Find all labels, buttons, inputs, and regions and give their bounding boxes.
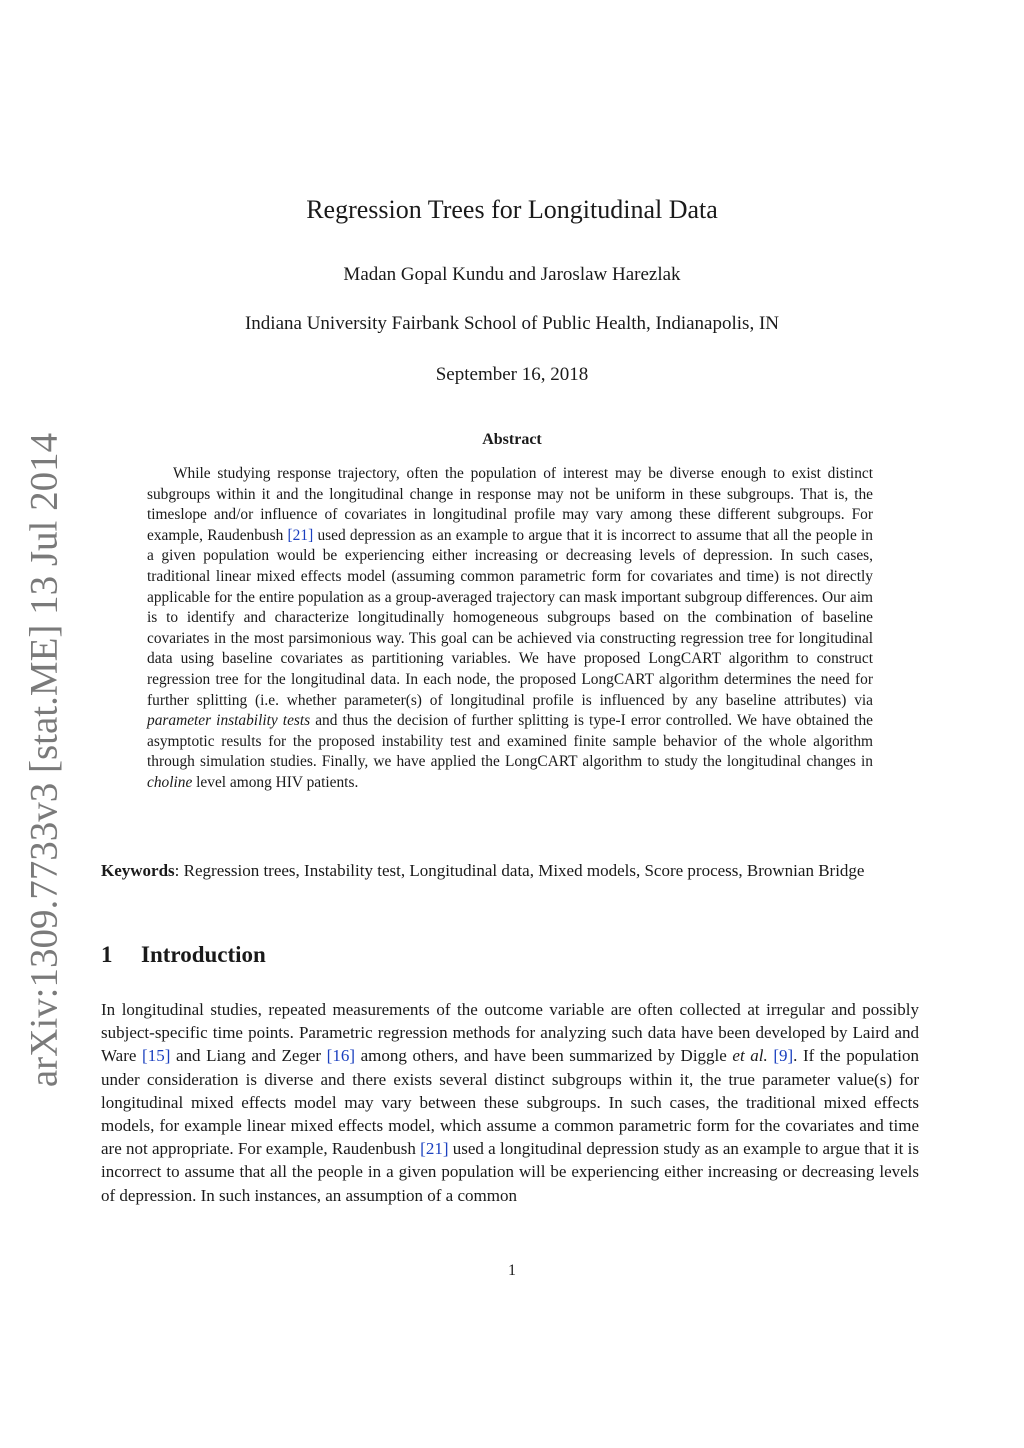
section-heading-introduction [101,942,266,968]
citation-link-16[interactable]: [16] [326,1046,355,1066]
author-list: Madan Gopal Kundu and Jaroslaw Harezlak [343,264,681,285]
keywords-label: Keywords [101,861,175,880]
intro-text-2: and Liang and Zeger [170,1046,327,1066]
abstract-body [147,464,873,794]
citation-link-21-intro[interactable]: [21] [420,1139,449,1159]
section-number: 1 [101,942,113,967]
citation-link-21[interactable]: [21] [287,526,314,544]
intro-text-5: used a longitudinal depression study as an example to argue that it is incorrect to assume that all the people in a given population will be experiencing either increasing or decreasing levels of depression. In such instances, an assumption of a common [101,1139,919,1205]
abstract-emphasis-choline: choline [147,773,193,791]
intro-text-4: . If the population under consideration is diverse and there exists several distinct subgroups within it, the true parameter value(s) for longitudinal mixed effects model may vary between these subgroups. In such cases, the traditional mixed effects models, for example linear mixed effects model, which assume a common parametric form for the covariates and time are not appropriate. For example, Raudenbush [101,1046,919,1159]
abstract-text-3: and thus the decision of further splitting is type-I error controlled. We have obtained the asymptotic results for the proposed instability test and examined finite sample behavior of the whole algorithm through simulation studies. Finally, we have applied the LongCART algorithm to study the longitudinal changes in [147,712,873,771]
abstract-text-2: used depression as an example to argue that it is incorrect to assume that all the people in a given population would be experiencing either increasing or decreasing levels of depression. In such cases, traditional linear mixed effects model (assuming common parametric form for covariates and time) is not directly applicable for the entire population as a group-averaged trajectory can mask important subgroup differences. Our aim is to identify and characterize longitudinally homogeneous subgroups based on the combination of baseline covariates in the most parsimonious way. This goal can be achieved via constructing regression tree for longitudinal data using baseline covariates as partitioning variables. We have proposed LongCART algorithm to construct regression tree for the longitudinal data. In each node, the proposed LongCART algorithm determines the need for further splitting (i.e. whether parameter(s) of longitudinal profile is influenced by any baseline attributes) via [147,526,873,709]
citation-link-9[interactable]: [9] [773,1046,794,1066]
section-title: Introduction [141,942,266,967]
abstract-heading: Abstract [482,431,542,448]
paper-title: Regression Trees for Longitudinal Data [306,195,718,224]
citation-link-15[interactable]: [15] [142,1046,171,1066]
page-number: 1 [508,1262,516,1279]
abstract-text-4: level among HIV patients. [192,773,359,791]
introduction-paragraph [101,998,919,1207]
keywords-text: : Regression trees, Instability test, Longitudinal data, Mixed models, Score process, Brownian Bridge [174,861,865,880]
abstract-text-1: While studying response trajectory, often the population of interest may be diverse enough to exist distinct subgroups within it and the longitudinal change in response may not be uniform in these subgroups. That is, the timeslope and/or influence of covariates in longitudinal profile may vary among these different subgroups. For example, Raudenbush [147,465,873,544]
intro-text-1: In longitudinal studies, repeated measurements of the outcome variable are often collected at irregular and possibly subject-specific time points. Parametric regression methods for analyzing such data have been developed by Laird and Ware [101,1000,919,1066]
intro-emphasis-etal: et al. [732,1046,768,1066]
intro-text-3: among others, and have been summarized by Diggle [355,1046,733,1066]
affiliation: Indiana University Fairbank School of Public Health, Indianapolis, IN [244,313,779,334]
keywords-paragraph [101,859,919,882]
publication-date: September 16, 2018 [435,364,589,385]
arxiv-identifier: arXiv:1309.7733v3 [stat.ME] 13 Jul 2014 [22,432,66,1088]
abstract-emphasis-instability: parameter instability tests [147,712,311,730]
